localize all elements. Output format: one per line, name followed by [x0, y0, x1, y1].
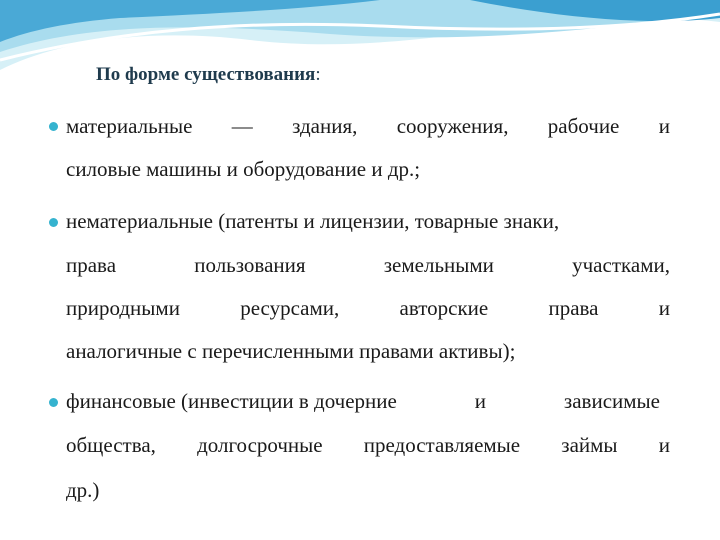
- bullet-2-line-4: аналогичные с перечисленными правами активы);: [66, 339, 516, 363]
- word: пользования: [194, 253, 306, 277]
- section-title-bold: По форме существования: [96, 64, 316, 85]
- word: права: [66, 253, 117, 277]
- word: и: [658, 433, 670, 457]
- word: и: [474, 389, 487, 413]
- word: земельными: [383, 253, 494, 277]
- bullet-2-line-1: нематериальные (патенты и лицензии, товарные знаки,: [66, 209, 560, 233]
- word: финансовые (инвестиции в дочерние: [66, 389, 397, 413]
- word: участками,: [572, 253, 670, 277]
- word: долгосрочные: [197, 433, 323, 457]
- word: природными: [66, 296, 180, 320]
- bullet-2-line-2: [66, 255, 670, 276]
- word: зависимые: [563, 389, 660, 413]
- word: сооружения,: [396, 114, 509, 138]
- section-title-colon: :: [315, 64, 321, 85]
- bullet-3-line-3: др.): [66, 478, 100, 502]
- bullet-dot: [49, 122, 58, 131]
- word: займы: [561, 433, 618, 457]
- word: материальные: [66, 114, 193, 138]
- word: рабочие: [547, 114, 620, 138]
- word: здания,: [292, 114, 358, 138]
- bullet-dot: [49, 398, 58, 407]
- word: —: [231, 114, 253, 138]
- word: ресурсами,: [240, 296, 340, 320]
- word: авторские: [399, 296, 489, 320]
- word: и: [658, 296, 670, 320]
- bullet-dot: [49, 218, 58, 227]
- word: общества,: [66, 433, 156, 457]
- bullet-2-line-3: [66, 298, 670, 319]
- word: права: [548, 296, 599, 320]
- word: и: [658, 114, 670, 138]
- bullet-3-line-2: [66, 435, 670, 456]
- bullet-3-line-1: [66, 391, 660, 412]
- bullet-1-line-1: [66, 116, 670, 137]
- word: предоставляемые: [363, 433, 521, 457]
- bullet-1-line-2: силовые машины и оборудование и др.;: [66, 157, 421, 181]
